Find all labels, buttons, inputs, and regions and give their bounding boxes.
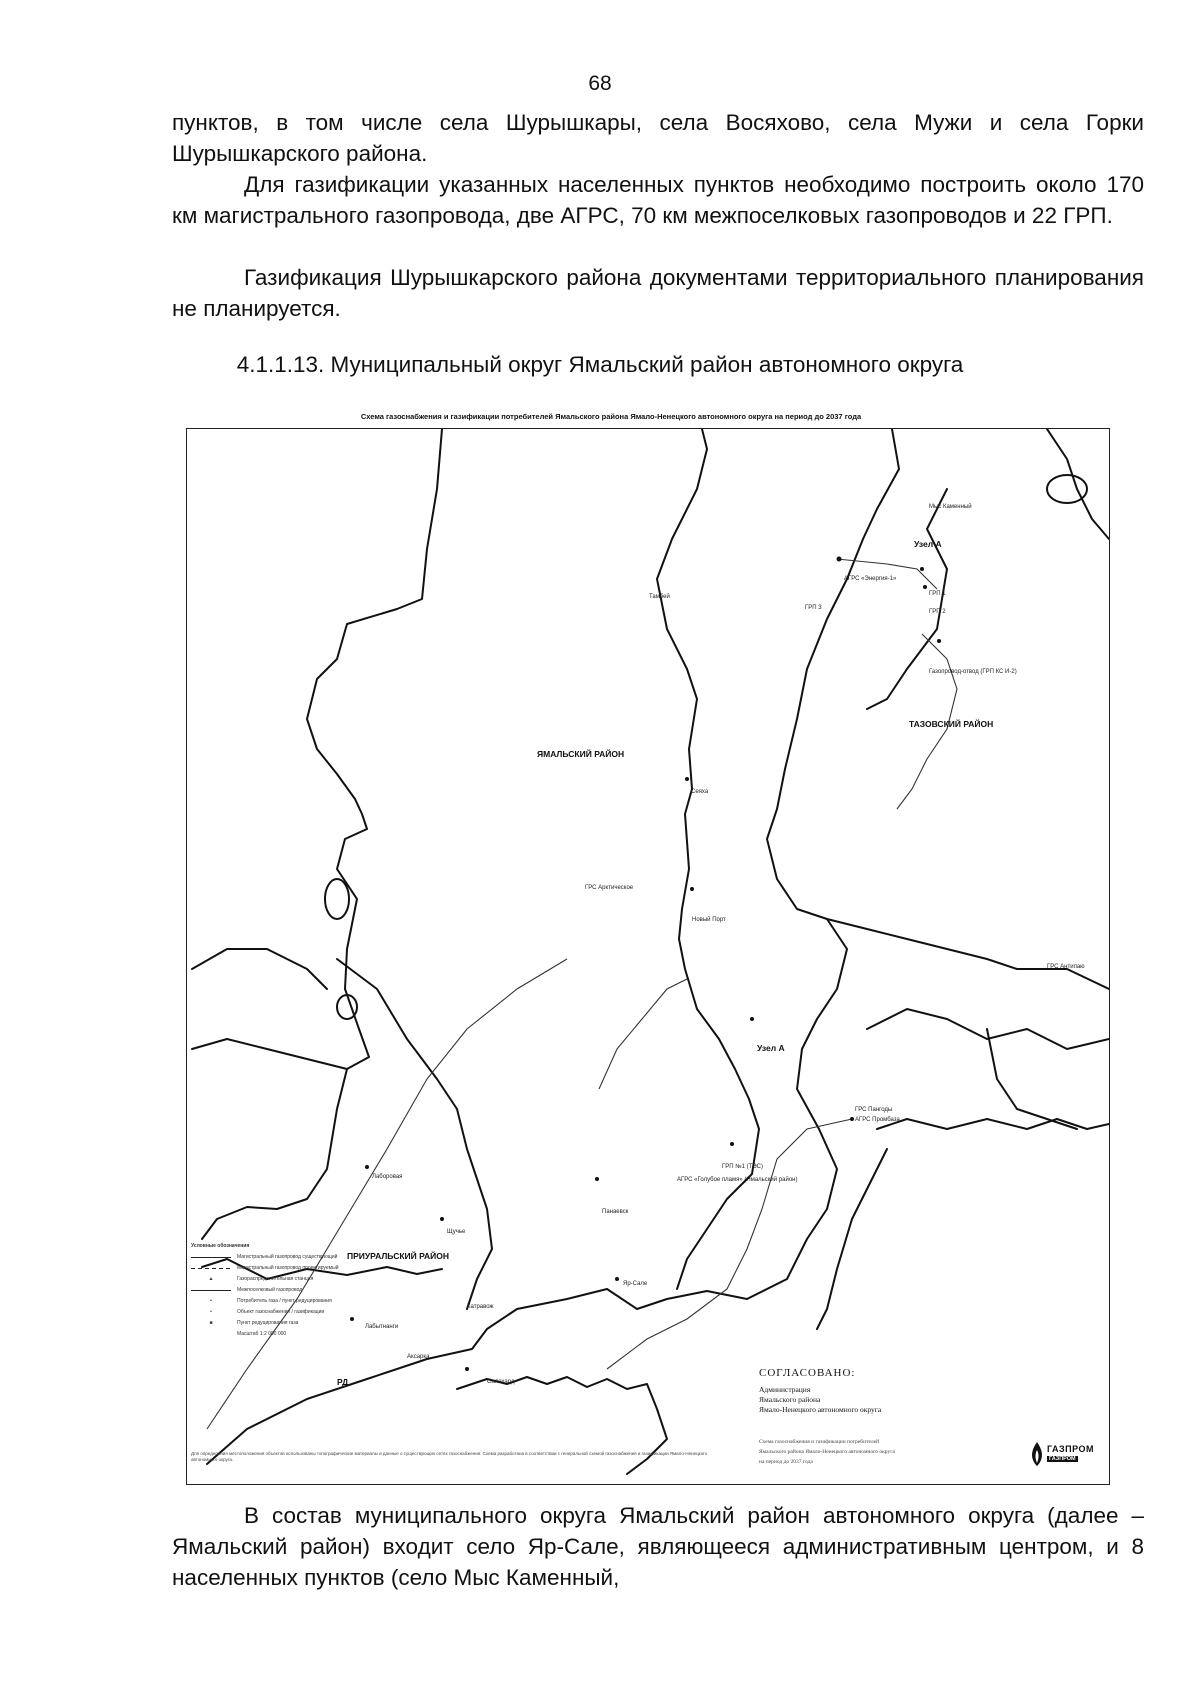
- map-legend: [191, 1241, 341, 1340]
- settlement-marker: [937, 639, 941, 643]
- paragraph-1: пунктов, в том числе села Шурышкары, села Восяхово, села Мужи и села Горки Шурышкарского района.: [172, 110, 1144, 166]
- interior-line-2: [192, 949, 327, 989]
- settlement-marker: [350, 1317, 354, 1321]
- yamal-west-coast: [202, 429, 442, 1239]
- map-title: Схема газоснабжения и газификации потребителей Ямальского района Ямало-Ненецкого автономного округа на период до 2037 года: [360, 412, 862, 421]
- island-1: [325, 879, 349, 919]
- settlement-marker: [615, 1277, 619, 1281]
- label-grs-arctic: ГРС Арктическое: [585, 885, 634, 891]
- settlement-marker: [837, 557, 842, 562]
- map-figure: [186, 428, 1110, 1485]
- taz-line-1: [867, 489, 947, 709]
- label-grp2: ГРП 2: [929, 609, 946, 615]
- page-number: 68: [588, 72, 612, 95]
- legend-item: Масштаб 1:2 000 000: [237, 1331, 287, 1337]
- label-salekhard: Салехард: [487, 1379, 515, 1385]
- label-yamal-region: ЯМАЛЬСКИЙ РАЙОН: [537, 749, 625, 759]
- gazprom-logo: ГАЗПРОМ ГАЗПРОМ: [1029, 1441, 1099, 1469]
- title-stamp: Схема газоснабжения и газификации потребителей Ямальского района Ямало-Ненецкого автономного округа на период до 2037 года: [759, 1439, 895, 1465]
- legend-item: Межпоселковый газопровод: [191, 1285, 341, 1296]
- label-agrs-prom: АГРС Промбаза: [855, 1117, 900, 1123]
- island-3: [1047, 475, 1087, 503]
- pipeline-south: [607, 1119, 852, 1369]
- settlement-marker: [440, 1217, 444, 1221]
- pipeline-tazovsky-2: [837, 559, 937, 589]
- legend-item: Магистральный газопровод существующий: [191, 1252, 341, 1263]
- interior-line-3: [192, 1039, 347, 1069]
- label-bolotnaya: Лаборовая: [372, 1174, 403, 1180]
- label-agrs-yamal: АГРС «Голубое пламя» (Ямальский район): [677, 1177, 798, 1183]
- label-grs-pangody: ГРС Пангоды: [855, 1107, 893, 1113]
- legend-item: ▲ Газораспределительная станция: [208, 1276, 314, 1282]
- island-2: [337, 995, 357, 1019]
- label-novy-port: Новый Порт: [692, 917, 726, 923]
- label-zd: РД: [337, 1377, 349, 1387]
- label-aksarka: Аксарка: [407, 1354, 430, 1360]
- settlement-marker: [750, 1017, 754, 1021]
- paragraph-2: Для газификации указанных населенных пунктов необходимо построить около 170 км магистрального газопровода, две АГРС, 70 км межпоселковых газопроводов и 22 ГРП.: [172, 172, 1144, 228]
- legend-item: Магистральный газопровод проектируемый: [191, 1263, 341, 1274]
- pipeline-west: [207, 959, 567, 1429]
- label-uzel-a-mid: Узел А: [757, 1043, 785, 1053]
- yamal-east-coast: [657, 429, 759, 1289]
- map-footnote: Для определения местоположения объектов использованы топографические материалы и данные о существующих сетях газоснабжения. Схема разработана в соответствии с генеральной схемой газоснабжения и газификации Ямало-Ненецкого автономного округа.: [191, 1451, 708, 1462]
- label-gazoprovod: Газопровод-отвод (ГРП КС И-2): [929, 669, 1017, 675]
- paragraph-4: В состав муниципального округа Ямальский район автономного округа (далее – Ямальский район) входит село Яр-Сале, являющееся административным центром, и 8 населенных пунктов (село Мыс Каменный,: [172, 1503, 1144, 1590]
- taz-line-5: [817, 1149, 887, 1329]
- paragraph-3: Газификация Шурышкарского района документами территориального планирования не планируется.: [172, 265, 1144, 321]
- label-uzel-a-top: Узел А: [914, 539, 942, 549]
- label-tambey: Тамбей: [649, 594, 670, 600]
- settlement-marker: [365, 1165, 369, 1169]
- settlement-marker: [920, 567, 924, 571]
- label-maksimov: Мыс Каменный: [929, 504, 972, 510]
- label-grs-yamal: ГРП №1 (ТЭС): [722, 1164, 763, 1170]
- taz-line-6: [987, 1029, 1077, 1129]
- section-heading: 4.1.1.13. Муниципальный округ Ямальский район автономного округа: [236, 352, 964, 377]
- settlement-marker: [685, 777, 689, 781]
- label-grp1: ГРП 1: [929, 591, 946, 597]
- label-panaevsk: Панаевск: [602, 1209, 629, 1215]
- label-katravozh: Катравож: [467, 1304, 494, 1310]
- agreement-text: Администрация Ямальского района Ямало-Ненецкого автономного округа: [759, 1385, 882, 1414]
- legend-title: Условные обозначения: [191, 1243, 250, 1249]
- legend-item: • Потребитель газа / пункт редуцирования: [210, 1298, 332, 1304]
- label-priuralsky-region: ПРИУРАЛЬСКИЙ РАЙОН: [347, 1251, 450, 1261]
- label-yar-sale: Яр-Сале: [623, 1281, 648, 1287]
- label-shchuchye: Щучье: [447, 1229, 466, 1235]
- settlement-marker: [850, 1117, 854, 1121]
- settlement-marker: [923, 585, 927, 589]
- agreement-block: [759, 1367, 1089, 1415]
- settlement-marker: [730, 1142, 734, 1146]
- label-labytnangi: Лабытнанги: [365, 1324, 399, 1330]
- label-agrs-energy: АГРС «Энергия-1»: [844, 576, 897, 582]
- settlement-marker: [595, 1177, 599, 1181]
- legend-item: ■ Пункт редуцирования газа: [209, 1320, 299, 1326]
- legend-item: • Объект газоснабжения / газификации: [210, 1309, 325, 1315]
- label-grs-right: ГРС Антипаю: [1047, 964, 1085, 970]
- settlement-marker: [690, 887, 694, 891]
- agreement-title: СОГЛАСОВАНО:: [759, 1367, 856, 1379]
- label-tazovsky-region: ТАЗОВСКИЙ РАЙОН: [909, 719, 994, 729]
- flame-icon: [1029, 1441, 1045, 1467]
- settlement-marker: [465, 1367, 469, 1371]
- taz-right-edge: [1047, 429, 1109, 539]
- label-grp-small: ГРП 3: [805, 605, 822, 611]
- taz-line-2: [827, 919, 1109, 989]
- pipeline-arctic: [599, 979, 687, 1089]
- label-seyaha: Сеяха: [691, 789, 709, 795]
